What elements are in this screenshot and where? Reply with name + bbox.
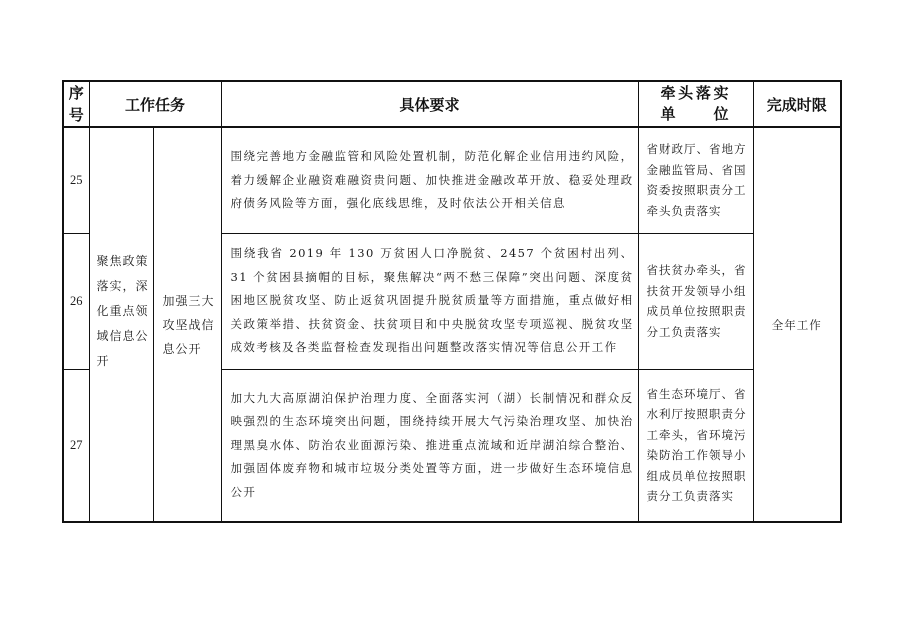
lead-unit-cell <box>638 233 753 369</box>
requirement-cell <box>221 369 638 522</box>
task-category: 聚焦政策落实，深化重点领域信息公开 <box>96 254 149 368</box>
header-deadline: 完成时限 <box>753 81 841 127</box>
row-index: 26 <box>63 233 89 369</box>
requirement-cell <box>221 127 638 233</box>
task-subcategory: 加强三大攻坚战信息公开 <box>162 293 215 356</box>
deadline-cell <box>753 127 841 522</box>
lead-unit-text: 省扶贫办牵头，省扶贫开发领导小组成员单位按照职责分工负责落实 <box>646 263 747 339</box>
header-lead-unit-label: 牵头落实单位 <box>660 84 731 123</box>
requirement-cell <box>221 233 638 369</box>
deadline-text: 全年工作 <box>771 317 822 332</box>
header-index <box>63 81 89 127</box>
header-lead-unit <box>638 81 753 127</box>
lead-unit-text: 省财政厅、省地方金融监管局、省国资委按照职责分工牵头负责落实 <box>646 142 747 218</box>
requirement-text: 加大九大高原湖泊保护治理力度、全面落实河（湖）长制情况和群众反映强烈的生态环境突出问题，围绕持续开展大气污染治理攻坚、加快治理黑臭水体、防治农业面源污染、推进重点流域和近岸湖泊综合整治、加强固体废弃物和城市垃圾分类处置等方面，进一步做好生态环境信息公开 <box>230 390 634 499</box>
task-table <box>62 80 842 523</box>
requirement-text: 围绕我省 2019 年 130 万贫困人口净脱贫、2457 个贫困村出列、31 个贫困县摘帽的目标，聚焦解决“两不愁三保障”突出问题、深度贫困地区脱贫攻坚、防止返贫巩固提升脱贫质量等方面措施，重点做好相关政策举措、扶贫资金、扶贫项目和中央脱贫攻坚专项巡视、脱贫攻坚成效考核及各类监督检查发现指出问题整改落实情况等信息公开工作 <box>230 246 634 355</box>
requirement-text: 围绕完善地方金融监管和风险处置机制，防范化解企业信用违约风险，着力缓解企业融资难融资贵问题、加快推进金融改革开放、稳妥处理政府债务风险等方面，强化底线思维，及时依法公开相关信息 <box>230 149 634 210</box>
header-row <box>63 81 841 127</box>
lead-unit-cell <box>638 369 753 522</box>
lead-unit-cell <box>638 127 753 233</box>
task-subcategory-cell <box>153 127 221 522</box>
header-task: 工作任务 <box>89 81 221 127</box>
lead-unit-text: 省生态环境厅、省水利厅按照职责分工牵头，省环境污染防治工作领导小组成员单位按照职责分工负责落实 <box>646 386 747 504</box>
row-index: 27 <box>63 369 89 522</box>
header-requirement: 具体要求 <box>221 81 638 127</box>
task-category-cell <box>89 127 153 522</box>
table-row <box>63 127 841 233</box>
header-index-label: 序号 <box>68 84 84 124</box>
row-index: 25 <box>63 127 89 233</box>
